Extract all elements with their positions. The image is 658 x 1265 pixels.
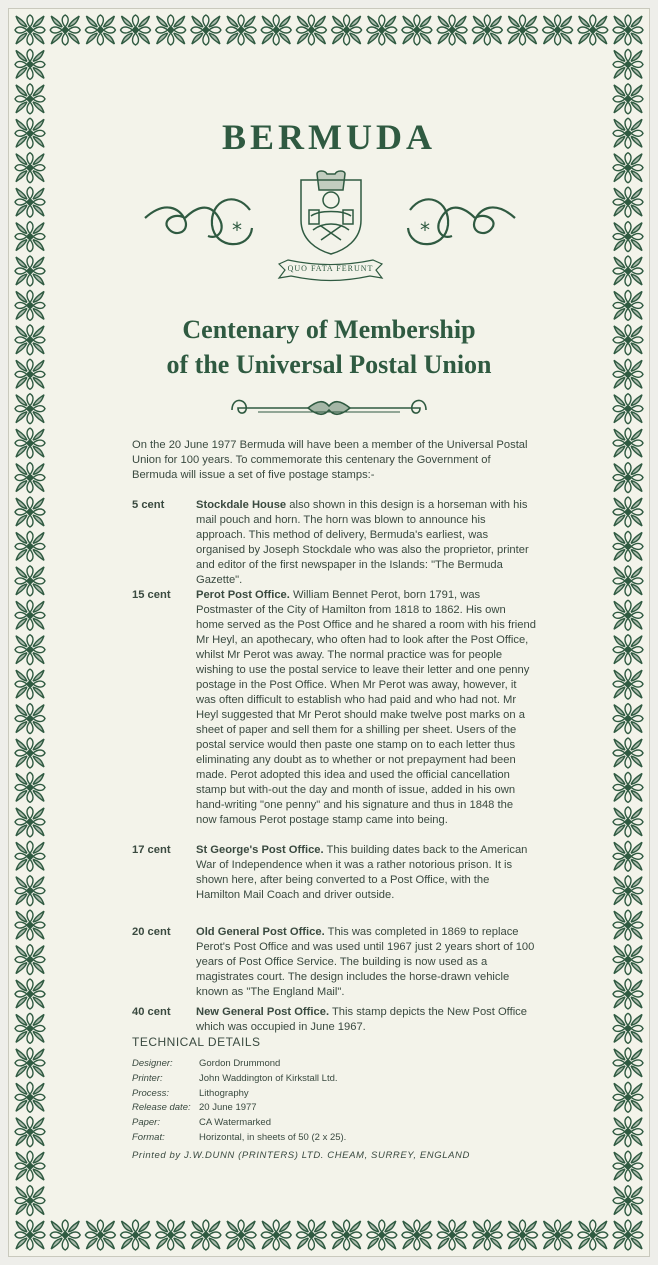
svg-text:*: * xyxy=(232,218,242,242)
stamp-text: also shown in this design is a horseman with his mail pouch and horn. The horn was blown to announce his approach. This method of delivery, Bermuda's earliest, was organised by Joseph Stockdale who was also the proprietor, printer and editor of the first newspaper in the Islands: "The Bermuda Gazette". xyxy=(196,499,529,586)
stamp-value: 17 cent xyxy=(132,844,171,856)
stamp-description xyxy=(196,1005,536,1035)
intro-paragraph: On the 20 June 1977 Bermuda will have been a member of the Universal Postal Union for 100 years. To commemorate this centenary the Government of Bermuda will issue a set of five postage stamps:- xyxy=(132,439,528,481)
stamp-text: William Bennet Perot, born 1791, was Postmaster of the City of Hamilton from 1818 to 1862. His own home served as the Post Office and he shared a room with his friend Mr Heyl, an apothecary, who often had to look after the Post Office, whilst Mr Perot was away. The normal practice was for people wishing to use the postal service to leave their letter and one penny postage in the Post Office. When Mr Perot was away, however, it was often difficult to establish who had paid and who had not. Mr Heyl suggested that Mr Perot should make twelve post marks on a sheet of paper and sell them for a shilling per sheet. Users of the postal service would then paste one stamp on to each letter thus eliminating any doubt as to whether or not prepayment had been made. Perot adopted this idea and used the official cancellation stamp but with-out the day and month of issue, added in his own hand-writing "one penny" and his signature and thus in 1848 the now famous Perot postage stamp came into being. xyxy=(196,589,536,826)
stamp-name: St George's Post Office. xyxy=(196,844,324,856)
stamp-name: Perot Post Office. xyxy=(196,589,290,601)
tech-label: Printer: xyxy=(132,1072,163,1084)
stamp-text: This building dates back to the American War of Independence when it was a rather notorious prison. It is shown here, after being converted to a Post Office, with the Hamilton Mail Coach and driver outside. xyxy=(196,844,528,901)
tech-value: 20 June 1977 xyxy=(199,1102,257,1114)
tech-value: Gordon Drummond xyxy=(199,1058,281,1069)
tech-value: Lithography xyxy=(199,1087,249,1099)
heading-line-2: of the Universal Postal Union xyxy=(166,350,492,379)
stamp-name: Stockdale House xyxy=(196,499,287,511)
tech-label: Release date: xyxy=(132,1102,191,1114)
stamp-description xyxy=(196,925,536,1000)
tech-value: Horizontal, in sheets of 50 (2 x 25). xyxy=(199,1131,347,1143)
stamp-description xyxy=(196,498,536,588)
stamp-description xyxy=(196,588,536,828)
stamp-name: Old General Post Office. xyxy=(196,926,325,938)
printer-credit: Printed by J.W.DUNN (PRINTERS) LTD. CHEAM, SURREY, ENGLAND xyxy=(132,1150,470,1161)
page-title: BERMUDA xyxy=(222,117,436,157)
bermuda-coat-of-arms-icon xyxy=(297,170,365,256)
svg-text:*: * xyxy=(420,218,430,242)
tech-value: John Waddington of Kirkstall Ltd. xyxy=(199,1072,338,1084)
crest-motto: QUO FATA FERUNT xyxy=(287,264,374,273)
stamp-description xyxy=(196,843,536,903)
stamp-value: 5 cent xyxy=(132,499,165,511)
tech-label: Format: xyxy=(132,1131,165,1143)
stamp-value: 20 cent xyxy=(132,926,171,938)
tech-label: Designer: xyxy=(132,1058,173,1069)
technical-details-title: TECHNICAL DETAILS xyxy=(132,1035,261,1049)
stamp-text: This stamp depicts the New Post Office which was occupied in June 1967. xyxy=(196,1006,528,1033)
stamp-value: 15 cent xyxy=(132,589,171,601)
tech-label: Paper: xyxy=(132,1117,160,1129)
stamp-name: New General Post Office. xyxy=(196,1006,330,1018)
stamp-value: 40 cent xyxy=(132,1006,171,1018)
stamp-text: This was completed in 1869 to replace Perot's Post Office and was used until 1967 just 2 years short of 100 years of Post Office Service. The building is now used as a magistrates court. The design includes the horse-drawn vehicle known as "The England Mail". xyxy=(196,926,535,998)
main-heading xyxy=(0,312,658,382)
tech-label: Process: xyxy=(132,1087,169,1099)
heading-line-1: Centenary of Membership xyxy=(182,315,476,344)
divider-flourish-icon xyxy=(228,392,430,422)
tech-value: CA Watermarked xyxy=(199,1117,271,1129)
